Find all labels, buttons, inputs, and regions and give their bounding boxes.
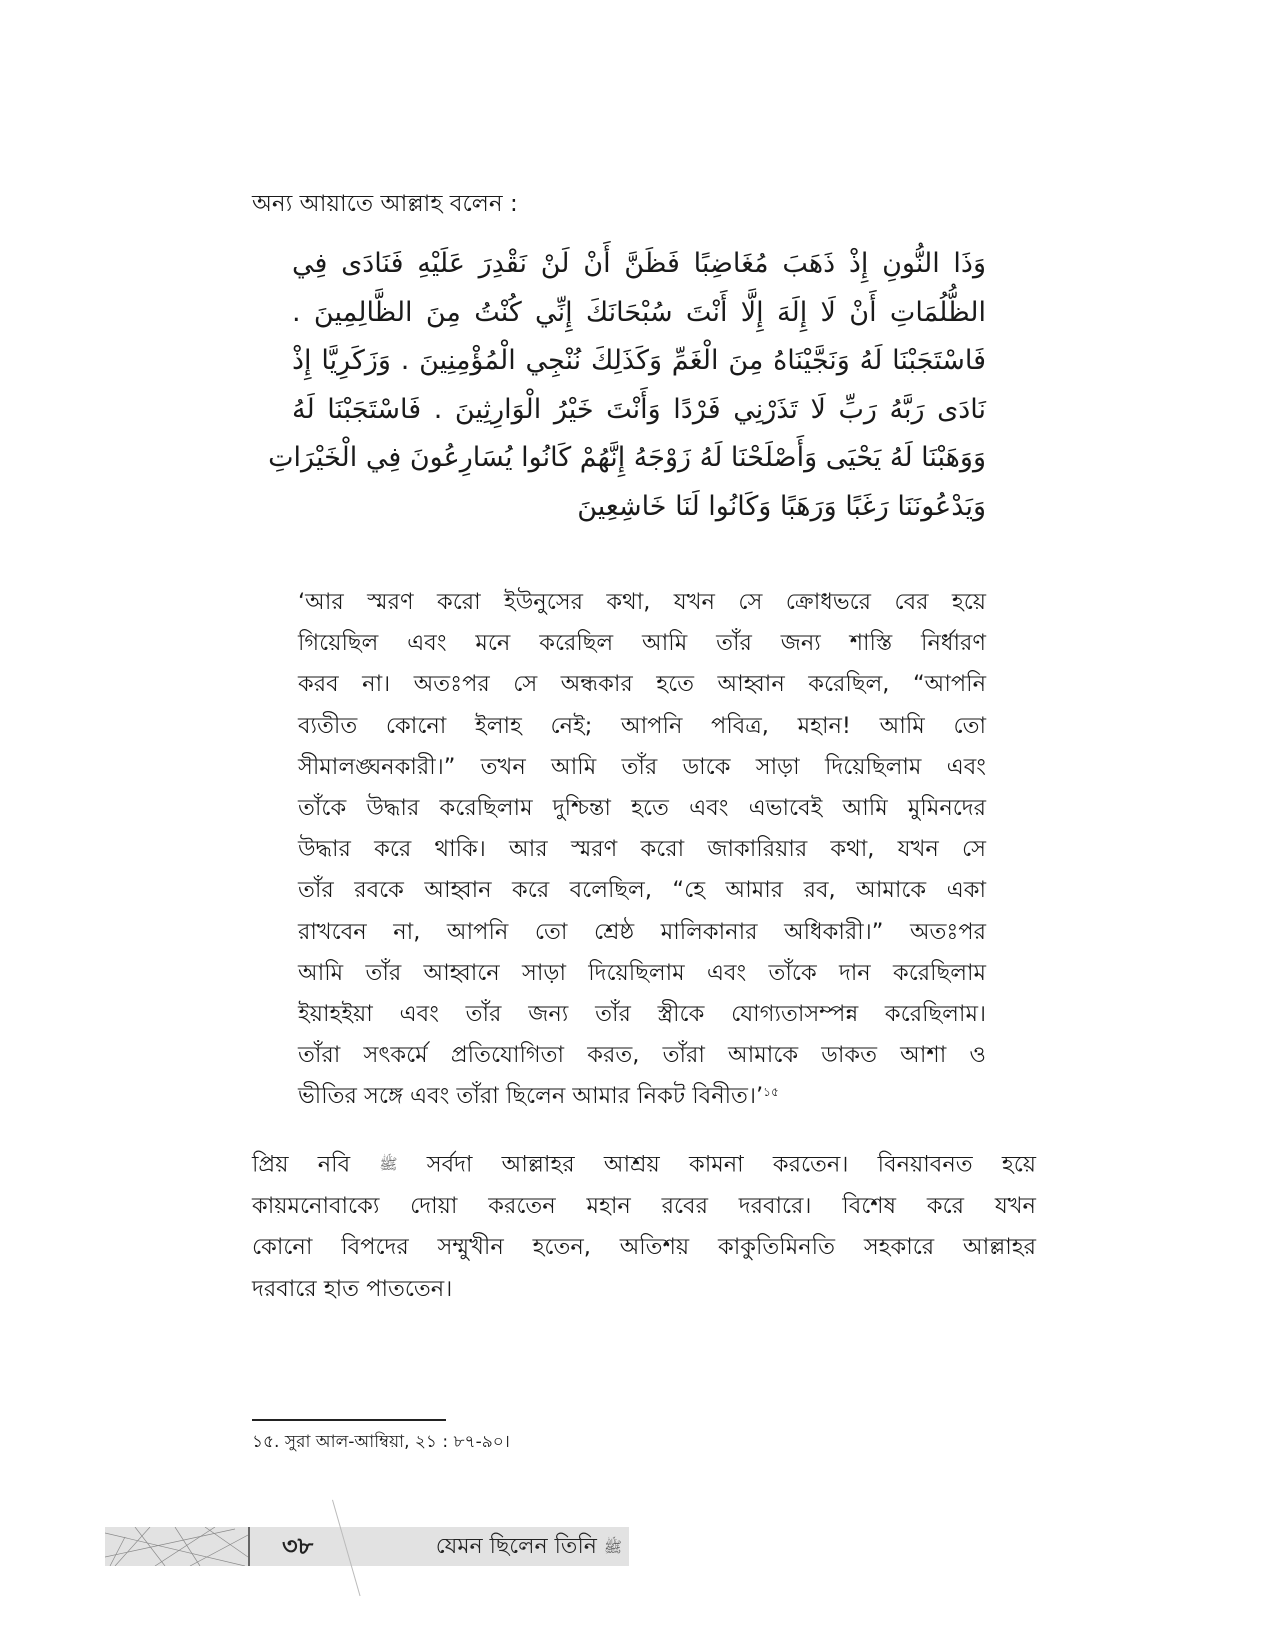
quote-line: ব্যতীত কোনো ইলাহ নেই; আপনি পবিত্র, মহান! আমি তো [298,712,986,739]
footer-line-pattern-icon [105,1527,248,1566]
quote-line: ‘আর স্মরণ করো ইউনুসের কথা, যখন সে ক্রোধভরে বের হয়ে [298,589,986,615]
quote-line: আমি তাঁর আহ্বানে সাড়া দিয়েছিলাম এবং তাঁকে দান করেছিলাম [298,959,986,986]
honorific-icon: ﷺ [603,1537,622,1556]
quote-line: তাঁর রবকে আহ্বান করে বলেছিল, “হে আমার রব, আমাকে একা [298,877,986,904]
quote-line: করব না। অতঃপর সে অন্ধকার হতে আহ্বান করেছিল, “আপনি [298,671,986,698]
section-heading: অন্য আয়াতে আল্লাহ বলেন : [252,191,518,217]
paragraph-text: প্রিয় নবি [252,1151,351,1178]
quote-line-text: ভীতির সঙ্গে এবং তাঁরা ছিলেন আমার নিকট বিনীত।’ [298,1083,764,1110]
quote-line: সীমালঙ্ঘনকারী।” তখন আমি তাঁর ডাকে সাড়া দিয়েছিলাম এবং [298,753,986,780]
paragraph-line: দরবারে হাত পাততেন। [252,1275,453,1302]
page-number: ৩৮ [282,1532,314,1560]
footnote-ref[interactable]: ১৫ [763,1085,779,1100]
paragraph-line [252,1144,1036,1186]
footnote: ১৫. সুরা আল-আম্বিয়া, ২১ : ৮৭-৯০। [252,1432,510,1452]
arabic-line: وَيَدْعُونَنَا رَغَبًا وَرَهَبًا وَكَانُوا لَنَا خَاشِعِينَ [577,490,986,522]
paragraph-line: কায়মনোবাক্যে দোয়া করতেন মহান রবের দরবারে। বিশেষ করে যখন [252,1192,1036,1219]
arabic-line: نَادَى رَبَّهُ رَبِّ لَا تَذَرْنِي فَرْدًا وَأَنْتَ خَيْرُ الْوَارِثِينَ . فَاسْتَجَبْنَا لَهُ [292,393,986,425]
body-paragraph [252,1144,1036,1310]
quote-line: উদ্ধার করে থাকি। আর স্মরণ করো জাকারিয়ার কথা, যখন সে [298,836,986,863]
quote-line: ইয়াহইয়া এবং তাঁর জন্য তাঁর স্ত্রীকে যোগ্যতাসম্পন্ন করেছিলাম। [298,1001,986,1028]
paragraph-line: কোনো বিপদের সম্মুখীন হতেন, অতিশয় কাকুতিমিনতি সহকারে আল্লাহর [252,1234,1036,1261]
quote-line: গিয়েছিল এবং মনে করেছিল আমি তাঁর জন্য শাস্তি নির্ধারণ [298,630,986,657]
honorific-icon: ﷺ [379,1155,398,1173]
running-title [400,1527,622,1567]
arabic-line: فَاسْتَجَبْنَا لَهُ وَنَجَّيْنَاهُ مِنَ الْغَمِّ وَكَذَلِكَ نُنْجِي الْمُؤْمِنِينَ . وَزَكَرِيَّا إِذْ [292,345,986,376]
book-title-text: যেমন ছিলেন তিনি [435,1534,597,1559]
paragraph-text: সর্বদা আল্লাহর আশ্রয় কামনা করতেন। বিনয়াবনত হয়ে [426,1151,1036,1178]
translation-quote-block [298,582,986,1118]
footnote-divider [252,1419,446,1421]
quote-line-last [298,1076,986,1117]
footer-separator [248,1527,250,1566]
quote-line: তাঁরা সৎকর্মে প্রতিযোগিতা করত, তাঁরা আমাকে ডাকত আশা ও [298,1042,986,1069]
quote-line: রাখবেন না, আপনি তো শ্রেষ্ঠ মালিকানার অধিকারী।” অতঃপর [298,918,986,945]
arabic-line: وَوَهَبْنَا لَهُ يَحْيَى وَأَصْلَحْنَا لَهُ زَوْجَهُ إِنَّهُمْ كَانُوا يُسَارِعُونَ فِي الْخَيْرَاتِ [268,442,986,473]
arabic-line: الظُّلُمَاتِ أَنْ لَا إِلَهَ إِلَّا أَنْتَ سُبْحَانَكَ إِنِّي كُنْتُ مِنَ الظَّالِمِينَ . [292,296,986,328]
quote-line: তাঁকে উদ্ধার করেছিলাম দুশ্চিন্তা হতে এবং এভাবেই আমি মুমিনদের [298,795,986,822]
arabic-line: وَذَا النُّونِ إِذْ ذَهَبَ مُغَاضِبًا فَظَنَّ أَنْ لَنْ نَقْدِرَ عَلَيْهِ فَنَادَى فِي [292,248,986,279]
arabic-verse-block [268,240,986,531]
